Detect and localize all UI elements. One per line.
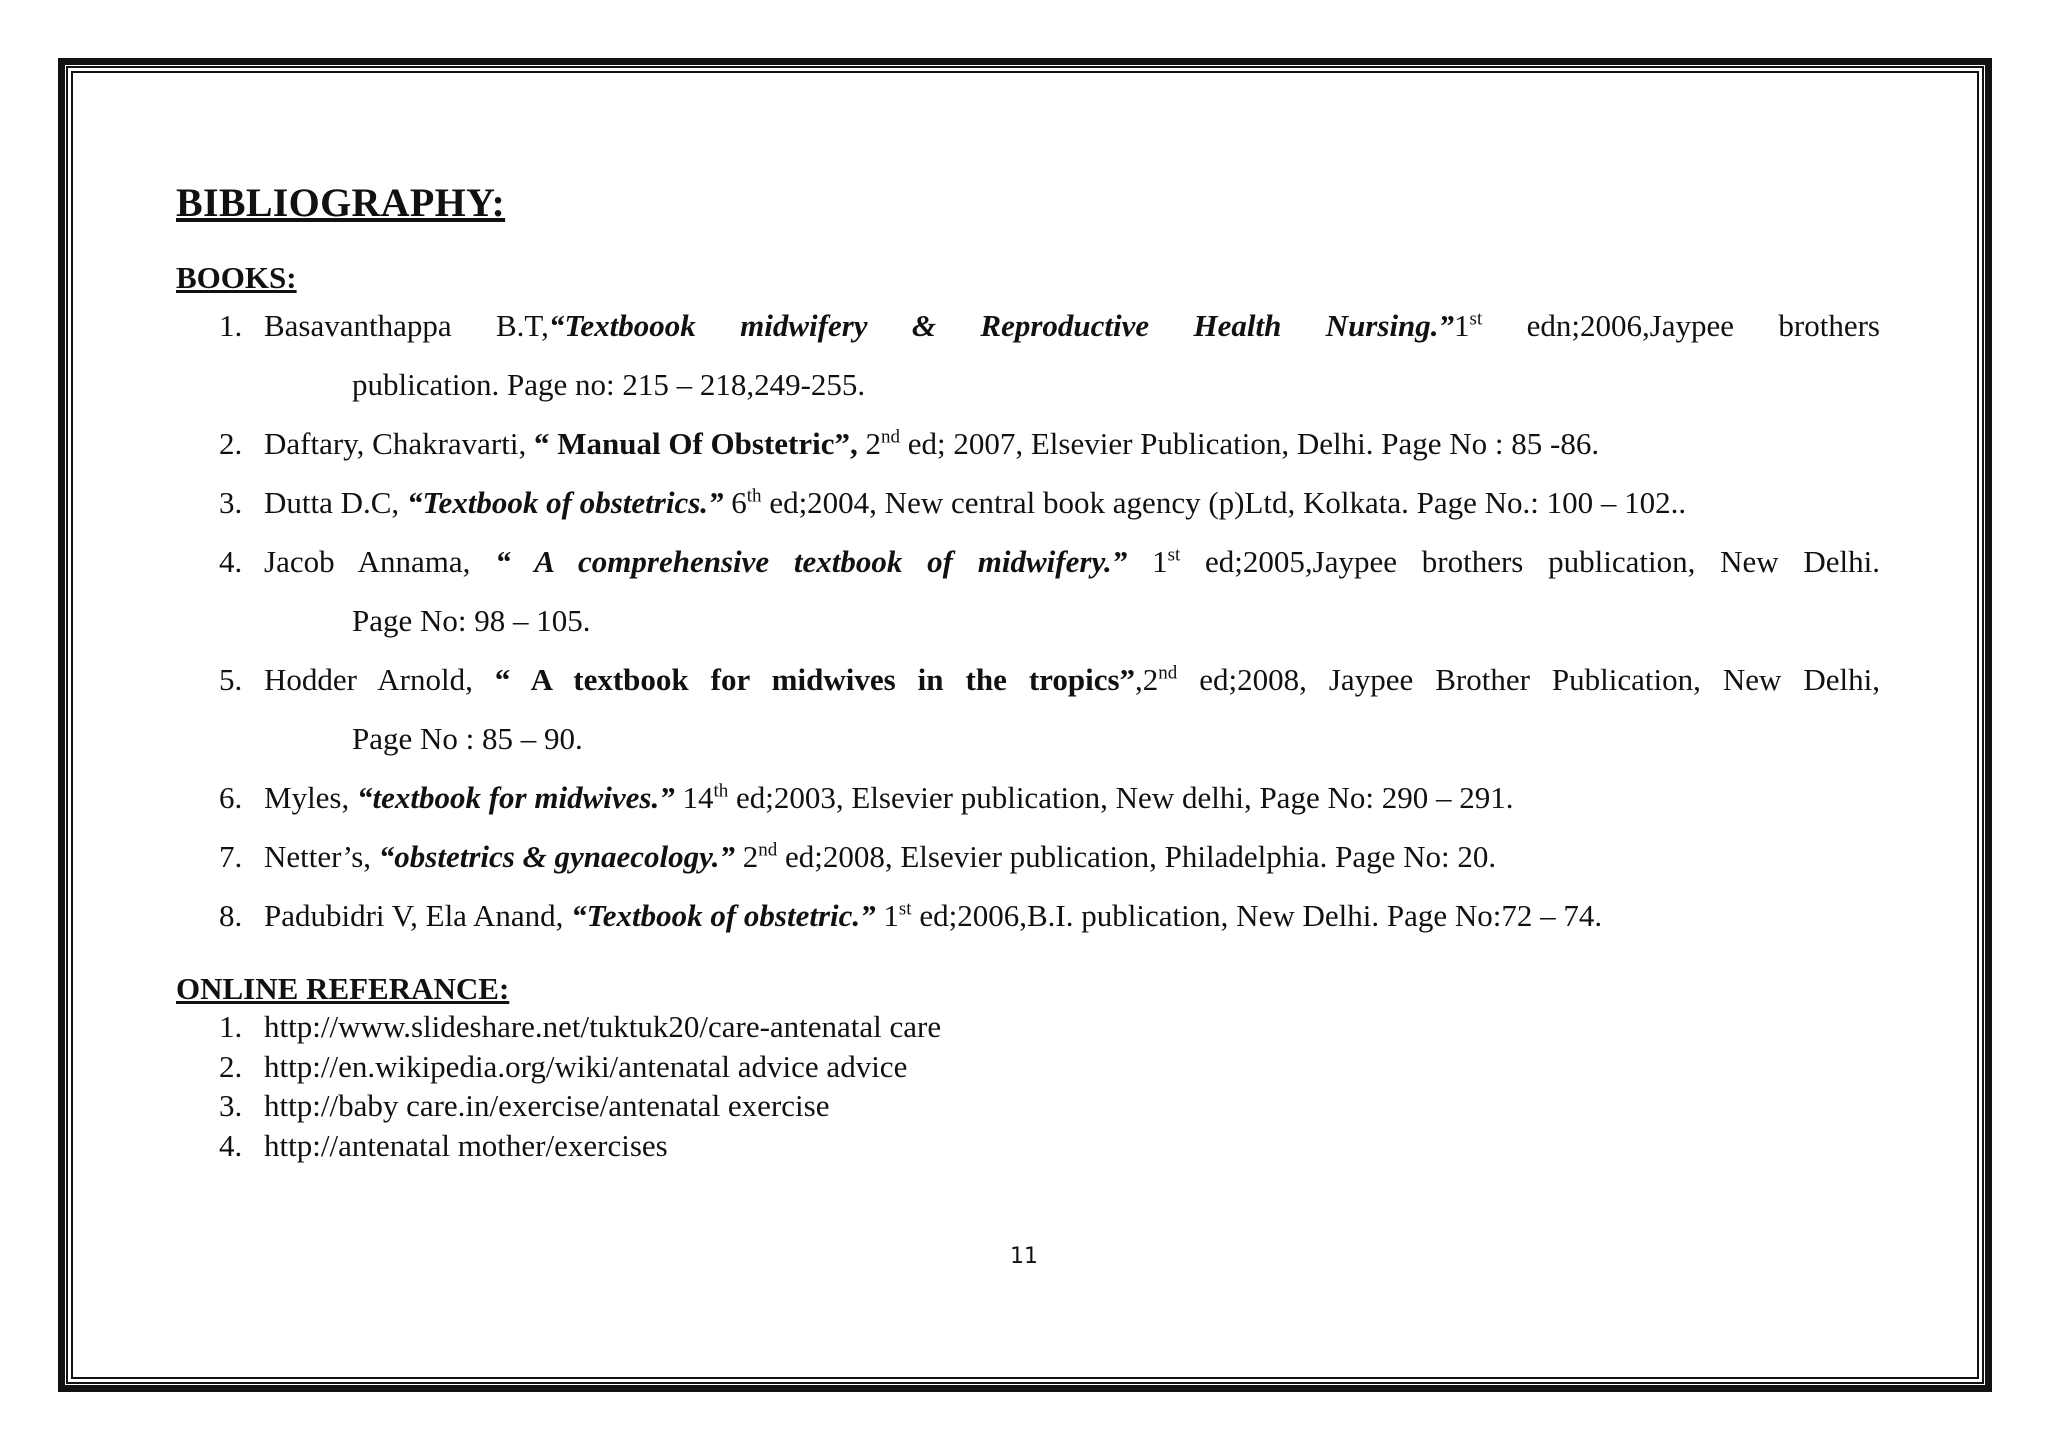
book-item-6: [176, 768, 1880, 827]
reference-url: http://www.slideshare.net/tuktuk20/care-antenatal care: [264, 1009, 942, 1044]
book-edition-suffix: nd: [880, 426, 900, 448]
book-title: “obstetrics & gynaecology.”: [378, 839, 735, 874]
book-edition-suffix: st: [1469, 308, 1483, 330]
reference-url: http://en.wikipedia.org/wiki/antenatal advice advice: [264, 1048, 908, 1084]
books-list: [176, 296, 1880, 945]
book-number: 7.: [219, 839, 243, 874]
book-edition-suffix: th: [713, 780, 729, 802]
document-body: [176, 180, 1880, 1165]
book-author: Basavanthappa B.T,: [264, 308, 549, 343]
book-continuation: Page No: 98 – 105.: [352, 603, 591, 638]
book-author: Myles,: [264, 780, 357, 815]
book-edition-number: ,2: [1135, 662, 1159, 697]
online-references-heading: ONLINE REFERANCE:: [176, 971, 510, 1006]
book-details: ed;2004, New central book agency (p)Ltd, Kolkata. Page No.: 100 – 102..: [761, 485, 1687, 520]
book-continuation: Page No : 85 – 90.: [352, 721, 583, 756]
book-details: ed; 2007, Elsevier Publication, Delhi. Page No : 85 -86.: [899, 426, 1600, 461]
book-edition-suffix: st: [1167, 544, 1181, 566]
book-edition-number: 2: [734, 839, 759, 874]
book-details: ed;2005,Jaypee brothers publication, New Delhi.: [1180, 544, 1881, 579]
page-number: 11: [1010, 1244, 1038, 1269]
book-edition-suffix: st: [898, 898, 912, 920]
book-details: ed;2006,B.I. publication, New Delhi. Page No:72 – 74.: [911, 898, 1603, 933]
book-title: “ Manual Of Obstetric”,: [533, 426, 858, 461]
book-item-5: [176, 650, 1880, 768]
books-heading: BOOKS:: [176, 260, 297, 295]
reference-number: 3.: [219, 1088, 243, 1123]
book-item-2: [176, 414, 1880, 473]
book-edition-suffix: nd: [1158, 662, 1178, 684]
book-edition-number: 1: [1454, 308, 1470, 343]
book-edition-number: 14: [674, 780, 714, 815]
book-edition-suffix: th: [746, 485, 762, 507]
online-reference-item: [176, 1047, 1880, 1087]
book-edition-number: 2: [857, 426, 881, 461]
book-item-7: [176, 827, 1880, 886]
book-number: 6.: [219, 780, 243, 815]
book-number: 2.: [219, 426, 243, 461]
online-references-list: [176, 1007, 1880, 1165]
book-citation-line: [264, 296, 1880, 355]
book-title: “textbook for midwives.”: [357, 780, 675, 815]
book-details: edn;2006,Jaypee brothers: [1482, 308, 1880, 343]
book-number: 1.: [219, 308, 243, 343]
book-title: “Textbook of obstetric.”: [571, 898, 876, 933]
book-citation-line: [264, 650, 1880, 709]
book-author: Netter’s,: [264, 839, 379, 874]
book-title: “Textbook of obstetrics.”: [406, 485, 724, 520]
book-number: 5.: [219, 662, 243, 697]
book-number: 4.: [219, 544, 243, 579]
book-item-4: [176, 532, 1880, 650]
book-item-3: [176, 473, 1880, 532]
reference-number: 1.: [219, 1009, 243, 1044]
book-edition-number: 1: [1127, 544, 1168, 579]
reference-url: http://baby care.in/exercise/antenatal exercise: [264, 1088, 830, 1123]
book-title: “ A comprehensive textbook of midwifery.”: [495, 544, 1128, 579]
book-author: Daftary, Chakravarti,: [264, 426, 534, 461]
reference-number: 2.: [219, 1048, 243, 1084]
book-author: Jacob Annama,: [264, 544, 496, 579]
online-reference-item: [176, 1086, 1880, 1126]
book-edition-suffix: nd: [758, 839, 778, 861]
book-citation-line: [264, 532, 1880, 591]
reference-url: http://antenatal mother/exercises: [264, 1127, 668, 1163]
book-details: ed;2008, Jaypee Brother Publication, New Delhi,: [1177, 662, 1880, 697]
book-details: ed;2003, Elsevier publication, New delhi, Page No: 290 – 291.: [728, 780, 1514, 815]
book-item-8: [176, 886, 1880, 945]
book-number: 8.: [219, 898, 243, 933]
book-number: 3.: [219, 485, 243, 520]
book-author: Padubidri V, Ela Anand,: [264, 898, 572, 933]
book-continuation: publication. Page no: 215 – 218,249-255.: [352, 367, 866, 402]
book-edition-number: 1: [875, 898, 899, 933]
online-reference-item: [176, 1007, 1880, 1047]
reference-number: 4.: [219, 1127, 243, 1163]
online-reference-item: [176, 1126, 1880, 1166]
book-details: ed;2008, Elsevier publication, Philadelphia. Page No: 20.: [777, 839, 1497, 874]
page-title: BIBLIOGRAPHY:: [176, 180, 506, 225]
book-item-1: [176, 296, 1880, 414]
book-title: “Textboook midwifery & Reproductive Health Nursing.”: [548, 308, 1455, 343]
book-author: Hodder Arnold,: [264, 662, 495, 697]
book-author: Dutta D.C,: [264, 485, 407, 520]
book-title: “ A textbook for midwives in the tropics”: [494, 662, 1136, 697]
book-edition-number: 6: [723, 485, 747, 520]
